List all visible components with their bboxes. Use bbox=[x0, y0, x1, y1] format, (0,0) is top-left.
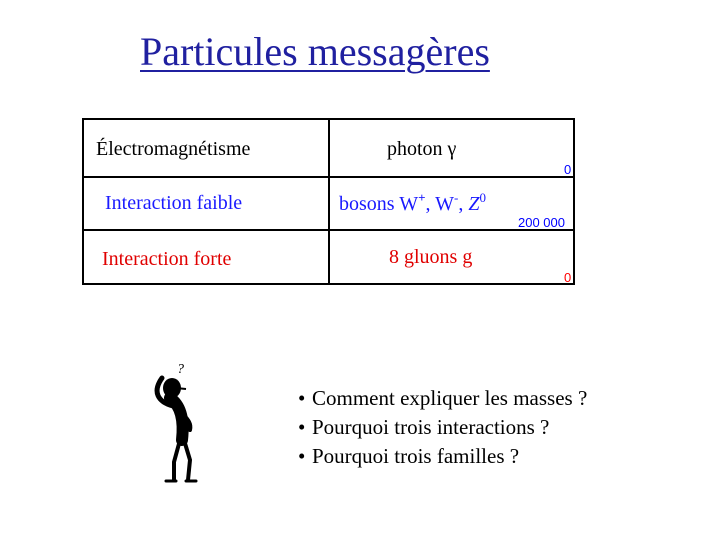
interaction-name: Électromagnétisme bbox=[96, 138, 251, 160]
w-plus-sup: + bbox=[418, 190, 426, 205]
boson-label: bosons W bbox=[339, 193, 419, 215]
column-divider bbox=[328, 120, 330, 283]
list-item bbox=[298, 444, 587, 473]
bullet-icon: • bbox=[298, 415, 306, 439]
z-label: Z bbox=[468, 193, 480, 215]
mass-value: 0 bbox=[564, 270, 572, 285]
page-title: Particules messagères bbox=[140, 29, 490, 74]
question-mark: ? bbox=[177, 362, 184, 377]
separator: , bbox=[458, 193, 469, 215]
boson-name bbox=[387, 138, 456, 161]
boson-name: 8 gluons g bbox=[389, 246, 473, 268]
question-text: Pourquoi trois interactions ? bbox=[312, 415, 550, 439]
list-item bbox=[298, 415, 587, 444]
interactions-table bbox=[82, 118, 575, 285]
row-divider bbox=[84, 229, 573, 231]
interaction-name: Interaction faible bbox=[105, 192, 243, 214]
row-divider bbox=[84, 176, 573, 178]
thinking-stick-figure-icon bbox=[140, 362, 210, 487]
question-list bbox=[298, 386, 587, 473]
bullet-icon: • bbox=[298, 444, 306, 468]
separator: , W bbox=[425, 193, 455, 215]
question-text: Pourquoi trois familles ? bbox=[312, 444, 520, 468]
w-minus-sup: - bbox=[454, 190, 459, 205]
mass-value: 0 bbox=[564, 162, 572, 177]
interaction-name: Interaction forte bbox=[102, 248, 232, 270]
bullet-icon: • bbox=[298, 386, 306, 410]
boson-name bbox=[339, 190, 486, 216]
boson-label: photon γ bbox=[387, 138, 457, 160]
z-sup: 0 bbox=[479, 190, 486, 205]
list-item bbox=[298, 386, 587, 415]
question-text: Comment expliquer les masses ? bbox=[312, 386, 588, 410]
mass-value: 200 000 bbox=[518, 215, 565, 230]
